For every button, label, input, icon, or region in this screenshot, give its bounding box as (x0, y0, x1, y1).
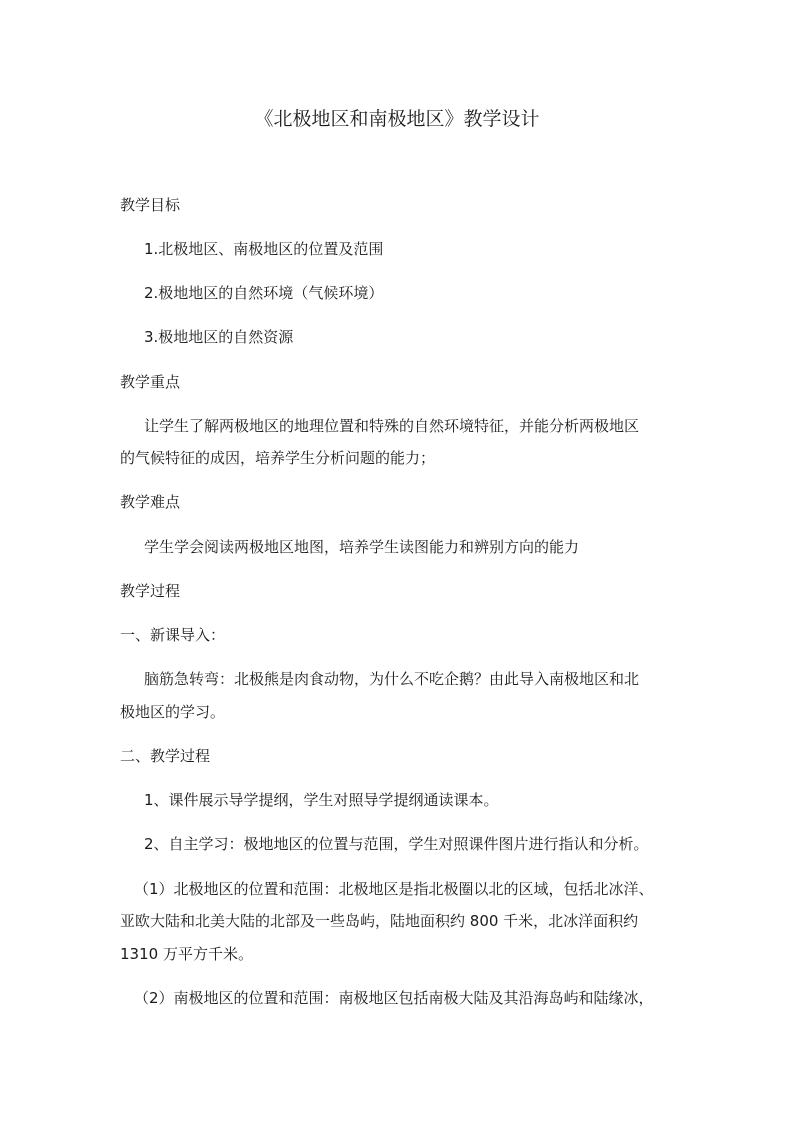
difficulty-paragraph: 学生学会阅读两极地区地图，培养学生读图能力和辨别方向的能力 (144, 538, 580, 556)
goal-item: 1.北极地区、南极地区的位置及范围 (144, 240, 384, 258)
key-heading: 教学重点 (120, 373, 181, 391)
step-item: 1、课件展示导学提纲，学生对照导学提纲通读课本。 (144, 791, 499, 809)
goal-item: 3.极地地区的自然资源 (144, 328, 294, 346)
antarctic-paragraph-line: （2）南极地区的位置和范围：南极地区包括南极大陆及其沿海岛屿和陆缘冰， (134, 989, 654, 1007)
intro-paragraph-line: 脑筋急转弯：北极熊是肉食动物，为什么不吃企鹅？由此导入南极地区和北 (144, 670, 640, 688)
step-item: 2、自主学习：极地地区的位置与范围，学生对照课件图片进行指认和分析。 (144, 835, 649, 853)
arctic-paragraph-line: （1）北极地区的位置和范围：北极地区是指北极圈以北的区域，包括北冰洋、 (134, 880, 654, 898)
goal-item: 2.极地地区的自然环境（气候环境） (144, 284, 384, 302)
process-subheading: 二、教学过程 (120, 747, 211, 765)
arctic-paragraph-line: 亚欧大陆和北美大陆的北部及一些岛屿，陆地面积约 800 千米，北冰洋面积约 (120, 912, 639, 930)
intro-heading: 一、新课导入： (120, 626, 226, 644)
intro-paragraph-line: 极地区的学习。 (120, 703, 226, 721)
key-paragraph-line: 让学生了解两极地区的地理位置和特殊的自然环境特征，并能分析两极地区 (144, 417, 640, 435)
arctic-paragraph-line: 1310 万平方千米。 (120, 945, 253, 963)
key-paragraph-line: 的气候特征的成因，培养学生分析问题的能力； (120, 449, 436, 467)
goals-heading: 教学目标 (120, 196, 181, 214)
process-heading: 教学过程 (120, 582, 181, 600)
difficulty-heading: 教学难点 (120, 493, 181, 511)
document-title: 《北极地区和南极地区》教学设计 (254, 108, 540, 130)
